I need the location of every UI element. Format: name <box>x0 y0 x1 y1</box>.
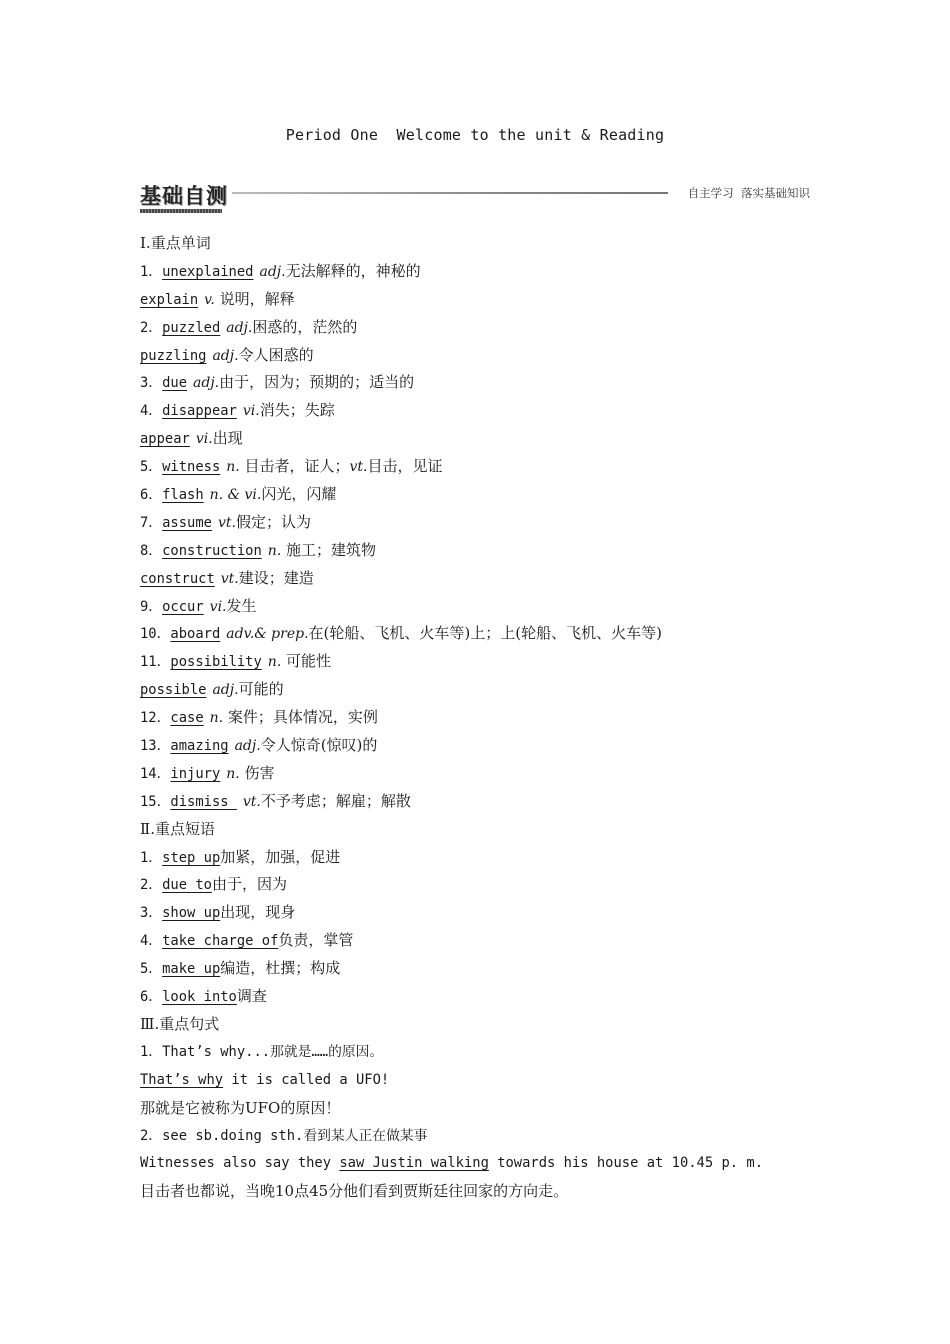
meaning: 可能性 <box>281 652 332 671</box>
vocab-item <box>140 342 820 370</box>
meaning: 出现，现身 <box>220 903 296 922</box>
banner-divider <box>232 192 668 194</box>
meaning: 目击者，证人； <box>239 457 350 476</box>
part-of-speech: adj. <box>212 347 239 364</box>
part-of-speech: vi. <box>209 598 227 615</box>
meaning: 伤害 <box>239 763 275 782</box>
section-heading-phrases: Ⅱ.重点短语 <box>140 819 215 838</box>
meaning: 在(轮船、飞机、火车等)上；上(轮船、飞机、火车等) <box>308 624 662 643</box>
answer-word: flash <box>162 487 204 504</box>
item-number: 13． <box>140 738 171 755</box>
meaning: 令人惊奇(惊叹)的 <box>260 736 378 755</box>
answer-word: possible <box>140 682 207 699</box>
answer-word: assume <box>162 514 212 531</box>
banner-subtitle: 自主学习 落实基础知识 <box>687 186 810 200</box>
page-title: Period One Welcome to the unit & Reading <box>285 126 665 144</box>
meaning: 由于，因为；预期的；适当的 <box>219 373 415 392</box>
vocab-item <box>140 704 820 732</box>
meaning: 调查 <box>236 987 267 1006</box>
part-of-speech: vt. <box>242 793 261 810</box>
meaning: 困惑的，茫然的 <box>252 317 358 336</box>
part-of-speech: adj. <box>212 682 239 699</box>
meaning: 假定；认为 <box>235 512 311 531</box>
vocab-item <box>140 286 820 314</box>
phrase-item <box>140 844 820 872</box>
sentence-pattern-1: 1．That’s why...那就是……的原因。 <box>140 1043 384 1060</box>
item-number: 4． <box>140 933 163 950</box>
item-number: 4． <box>140 403 163 420</box>
answer-word: possibility <box>170 654 262 671</box>
vocab-item <box>140 565 820 593</box>
item-number: 6． <box>140 989 163 1006</box>
answer-word: case <box>170 710 204 727</box>
vocab-item <box>140 760 820 788</box>
item-number: 15． <box>140 793 171 810</box>
vocab-item <box>140 732 820 760</box>
answer-blank: saw Justin walking <box>339 1155 489 1172</box>
answer-word: construct <box>140 570 215 587</box>
part-of-speech: adj. <box>226 319 253 336</box>
vocab-item <box>140 481 820 509</box>
sentence-translation-1: 那就是它被称为UFO的原因！ <box>140 1098 341 1117</box>
meaning: 建设；建造 <box>238 568 314 587</box>
vocab-item <box>140 453 820 481</box>
meaning: 案件；具体情况，实例 <box>223 708 378 727</box>
meaning: 说明，解释 <box>214 289 295 308</box>
vocab-list <box>140 258 820 816</box>
phrase-item <box>140 955 820 983</box>
vocab-item <box>140 509 820 537</box>
item-number: 14． <box>140 765 171 782</box>
answer-word: witness <box>162 459 221 476</box>
item-number: 5． <box>140 459 163 476</box>
section-heading-words: Ⅰ.重点单词 <box>140 234 211 252</box>
banner-underline-decoration <box>140 209 222 213</box>
item-number: 9． <box>140 598 163 615</box>
vocab-item <box>140 620 820 648</box>
sentence-translation-2: 目击者也都说，当晚10点45分他们看到贾斯廷往回家的方向走。 <box>140 1182 569 1201</box>
part-of-speech: vt. <box>220 570 239 587</box>
vocab-item <box>140 593 820 621</box>
meaning: 负责，掌管 <box>278 931 354 950</box>
vocab-item <box>140 537 820 565</box>
answer-phrase: step up <box>162 849 221 866</box>
item-number: 3． <box>140 375 163 392</box>
banner-title: 基础自测 <box>140 184 228 208</box>
answer-word: aboard <box>170 626 221 643</box>
item-number: 12． <box>140 710 171 727</box>
part-of-speech: n. <box>209 710 224 727</box>
meaning: 发生 <box>226 596 257 615</box>
answer-word: due <box>162 375 188 392</box>
phrase-list <box>140 844 820 1011</box>
part-of-speech: n. <box>267 542 282 559</box>
meaning: 由于，因为 <box>211 875 287 894</box>
item-number: 8． <box>140 542 163 559</box>
meaning: 可能的 <box>238 680 284 699</box>
item-number: 10． <box>140 626 171 643</box>
answer-phrase: look into <box>162 989 237 1006</box>
answer-phrase: make up <box>162 961 221 978</box>
part-of-speech: n. <box>226 459 240 476</box>
answer-phrase: due to <box>162 877 212 894</box>
sentence-pattern-2: 2．see sb.doing sth.看到某人正在做某事 <box>140 1127 428 1144</box>
part-of-speech: adj. <box>193 375 220 392</box>
item-number: 3． <box>140 905 163 922</box>
part-of-speech: adj. <box>234 738 261 755</box>
answer-phrase: take charge of <box>162 933 279 950</box>
meaning: 加紧，加强，促进 <box>220 847 341 866</box>
part-of-speech: vi. <box>242 403 260 420</box>
meaning: 无法解释的，神秘的 <box>285 261 421 280</box>
part-of-speech: vt. <box>349 459 368 476</box>
answer-word: appear <box>140 431 190 448</box>
section-heading-sentences: Ⅲ.重点句式 <box>140 1014 220 1033</box>
meaning: 不予考虑；解雇；解散 <box>260 791 411 810</box>
item-number: 2． <box>140 877 163 894</box>
vocab-item <box>140 425 820 453</box>
meaning: 闪光，闪耀 <box>261 485 337 504</box>
item-number: 2． <box>140 319 163 336</box>
vocab-item <box>140 258 820 286</box>
answer-word: puzzled <box>162 319 221 336</box>
part-of-speech: v. <box>204 291 215 308</box>
sentence-example-1: That’s why it is called a UFO! <box>140 1071 390 1088</box>
phrase-item <box>140 871 820 899</box>
part-of-speech: vi. <box>195 431 213 448</box>
answer-word: construction <box>162 542 262 559</box>
answer-word: amazing <box>170 738 229 755</box>
answer-phrase: show up <box>162 905 221 922</box>
vocab-item <box>140 397 820 425</box>
part-of-speech: adj. <box>259 263 286 280</box>
part-of-speech: n. & vi. <box>209 487 262 504</box>
phrase-item <box>140 927 820 955</box>
item-number: 1． <box>140 849 163 866</box>
answer-word: puzzling <box>140 347 207 364</box>
answer-word: occur <box>162 598 204 615</box>
section-banner <box>140 178 810 214</box>
answer-word: explain <box>140 291 199 308</box>
vocab-item <box>140 369 820 397</box>
answer-word: injury <box>170 765 221 782</box>
meaning: 出现 <box>212 429 243 448</box>
meaning: 目击，见证 <box>367 457 443 476</box>
meaning: 消失；失踪 <box>259 401 335 420</box>
part-of-speech: vt. <box>217 514 236 531</box>
answer-word: disappear <box>162 403 237 420</box>
answer-word: dismiss <box>170 793 237 810</box>
item-number: 7． <box>140 514 163 531</box>
answer-blank: That’s why <box>140 1071 224 1088</box>
meaning: 编造，杜撰；构成 <box>220 959 341 978</box>
item-number: 1． <box>140 263 163 280</box>
meaning: 施工；建筑物 <box>281 540 377 559</box>
answer-word: unexplained <box>162 263 254 280</box>
sentence-example-2: Witnesses also say they saw Justin walking towards his house at 10.45 p. m. <box>140 1155 764 1172</box>
part-of-speech: n. <box>226 765 240 782</box>
part-of-speech: n. <box>267 654 282 671</box>
part-of-speech: adv.& prep. <box>226 626 309 643</box>
item-number: 11． <box>140 654 171 671</box>
vocab-item <box>140 676 820 704</box>
vocab-item <box>140 648 820 676</box>
item-number: 5． <box>140 961 163 978</box>
phrase-item <box>140 899 820 927</box>
meaning: 令人困惑的 <box>238 345 314 364</box>
item-number: 6． <box>140 487 163 504</box>
vocab-item <box>140 314 820 342</box>
phrase-item <box>140 983 820 1011</box>
vocab-item <box>140 788 820 816</box>
worksheet-content <box>140 230 820 1206</box>
